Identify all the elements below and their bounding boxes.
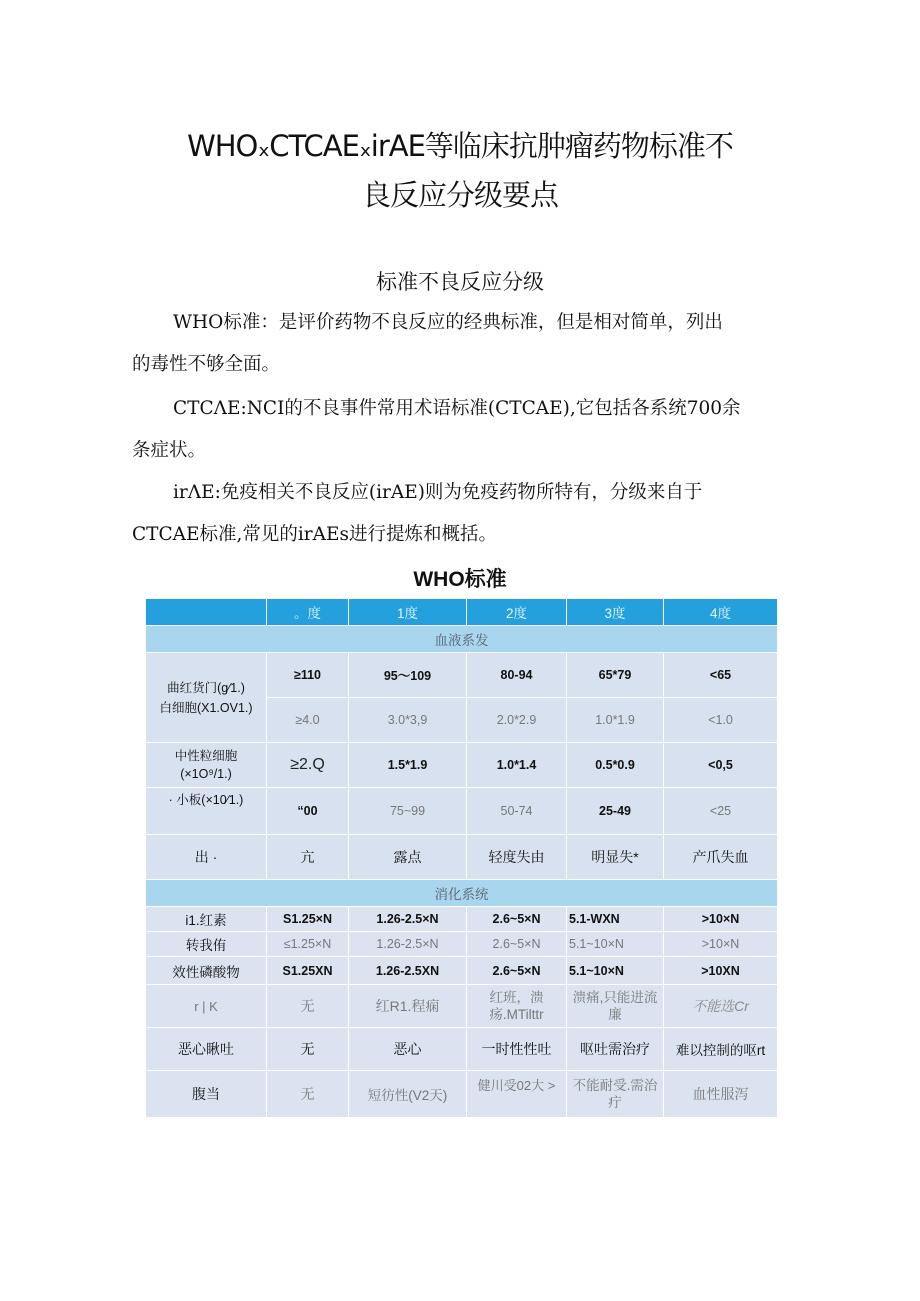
table-cell: S1.25XN (267, 957, 349, 985)
table-cell: ≥4.0 (267, 698, 349, 743)
table-row (146, 835, 778, 880)
table-cell: >10XN (664, 957, 778, 985)
table-cell: 血性服泻 (664, 1071, 778, 1118)
table-cell: 2.0*2.9 (467, 698, 567, 743)
row-label: r | K (146, 985, 267, 1028)
table-cell: 短彷性(V2天) (349, 1071, 467, 1118)
table-cell: 65*79 (567, 653, 664, 698)
table-cell: 1.5*1.9 (349, 743, 467, 788)
table-cell: <25 (664, 788, 778, 835)
table-cell: 无 (267, 985, 349, 1028)
table-cell: 溃痛,只能进流 廉 (567, 985, 664, 1028)
table-cell: 1.0*1.9 (567, 698, 664, 743)
table-row (146, 743, 778, 788)
table-cell: 1.0*1.4 (467, 743, 567, 788)
section-row-digestive (146, 880, 778, 907)
table-cell: 75~99 (349, 788, 467, 835)
table-cell: 80-94 (467, 653, 567, 698)
section-heading: 标准不良反应分级 (376, 270, 544, 294)
table-row (146, 907, 778, 932)
table-cell: 呕吐需治疗 (567, 1028, 664, 1071)
table-cell: 25-49 (567, 788, 664, 835)
paragraph-line: irΛE:免疫相关不良反应(irAE)则为免疫药物所特有，分级来自于 (173, 482, 703, 503)
table-cell: 恶心 (349, 1028, 467, 1071)
table-cell: 明显失* (567, 835, 664, 880)
section-label: 消化系统 (146, 880, 778, 907)
document-title-line-2: 良反应分级要点 (361, 178, 558, 212)
table-cell: 1.26-2.5×N (349, 932, 467, 957)
paragraph-line: WHO标准：是评价药物不良反应的经典标准，但是相对简单，列出 (173, 312, 723, 333)
table-title: WHO标准 (413, 568, 507, 591)
paragraph-line: 条症状。 (132, 440, 207, 461)
section-row-blood (146, 626, 778, 653)
table-cell: 无 (267, 1071, 349, 1118)
row-label: · 小板(×10⁄1.) (146, 788, 267, 835)
paragraph-who (132, 302, 797, 386)
table-cell: 轻度失由 (467, 835, 567, 880)
table-row (146, 957, 778, 985)
table-cell: >10×N (664, 907, 778, 932)
row-label: 腹当 (146, 1071, 267, 1118)
table-row (146, 788, 778, 835)
paragraph-irae (132, 472, 797, 556)
table-cell: 5.1~10×N (567, 957, 664, 985)
table-cell: ≤1.25×N (267, 932, 349, 957)
table-cell: 露点 (349, 835, 467, 880)
table-row (146, 985, 778, 1028)
document-title-line-1: WHOₓCTCAEₓirAE等临床抗肿瘤药物标准不 (187, 129, 733, 163)
row-label: 中性粒细胞 (×1O⁹/1.) (146, 743, 267, 788)
row-label: 效性磷酸物 (146, 957, 267, 985)
header-cell: 。度 (267, 599, 349, 626)
row-label: i1.红素 (146, 907, 267, 932)
section-label: 血液系发 (146, 626, 778, 653)
row-label: 出 · (146, 835, 267, 880)
table-row (146, 653, 778, 698)
paragraph-line: 的毒性不够全面。 (132, 354, 281, 375)
table-cell: 红R1.程痫 (349, 985, 467, 1028)
table-cell: 亢 (267, 835, 349, 880)
row-label: 曲红货门(g⁄1.) 白细胞(X1.OV1.) (146, 653, 267, 743)
table-cell: 0.5*0.9 (567, 743, 664, 788)
table-cell: 产爪失血 (664, 835, 778, 880)
table-cell: 5.1~10×N (567, 932, 664, 957)
table-cell: 无 (267, 1028, 349, 1071)
table-cell: <0,5 (664, 743, 778, 788)
table-row (146, 1071, 778, 1118)
table-cell: <1.0 (664, 698, 778, 743)
table-cell: 1.26-2.5XN (349, 957, 467, 985)
table-row (146, 1028, 778, 1071)
row-label: 转我侑 (146, 932, 267, 957)
table-cell: 5.1-WXN (567, 907, 664, 932)
header-cell (146, 599, 267, 626)
table-cell: 一时性性吐 (467, 1028, 567, 1071)
table-cell: >10×N (664, 932, 778, 957)
table-cell: 50-74 (467, 788, 567, 835)
table-cell: ≥2.Q (267, 743, 349, 788)
table-row (146, 932, 778, 957)
row-label: 恶心瞅吐 (146, 1028, 267, 1071)
paragraph-line: CTCAE标准,常见的irAEs进行提炼和概括。 (132, 524, 498, 545)
table-cell: <65 (664, 653, 778, 698)
table-cell: 1.26-2.5×N (349, 907, 467, 932)
header-cell: 1度 (349, 599, 467, 626)
table-cell: ≥110 (267, 653, 349, 698)
table-cell: 2.6~5×N (467, 957, 567, 985)
table-cell: 95～109 (349, 653, 467, 698)
header-cell: 3度 (567, 599, 664, 626)
paragraph-line: CTCΛE:NCI的不良事件常用术语标准(CTCAE),它包括各系统700余 (173, 398, 741, 419)
table-cell: “00 (267, 788, 349, 835)
who-grading-table (145, 598, 777, 1118)
table-cell: 2.6~5×N (467, 932, 567, 957)
table-cell: 难以控制的呕rt (664, 1028, 778, 1071)
table-cell: 不能耐受.需治 疔 (567, 1071, 664, 1118)
paragraph-ctcae (132, 388, 797, 472)
table-cell: 不能选Cr (664, 985, 778, 1028)
header-cell: 4度 (664, 599, 778, 626)
header-cell: 2度 (467, 599, 567, 626)
table-cell: 2.6~5×N (467, 907, 567, 932)
table-header-row (146, 599, 778, 626)
table-cell: S1.25×N (267, 907, 349, 932)
table-cell: 3.0*3,9 (349, 698, 467, 743)
table-cell: 健川受02大 > (467, 1071, 567, 1118)
table-cell: 红班，溃 疡.MTilttr (467, 985, 567, 1028)
